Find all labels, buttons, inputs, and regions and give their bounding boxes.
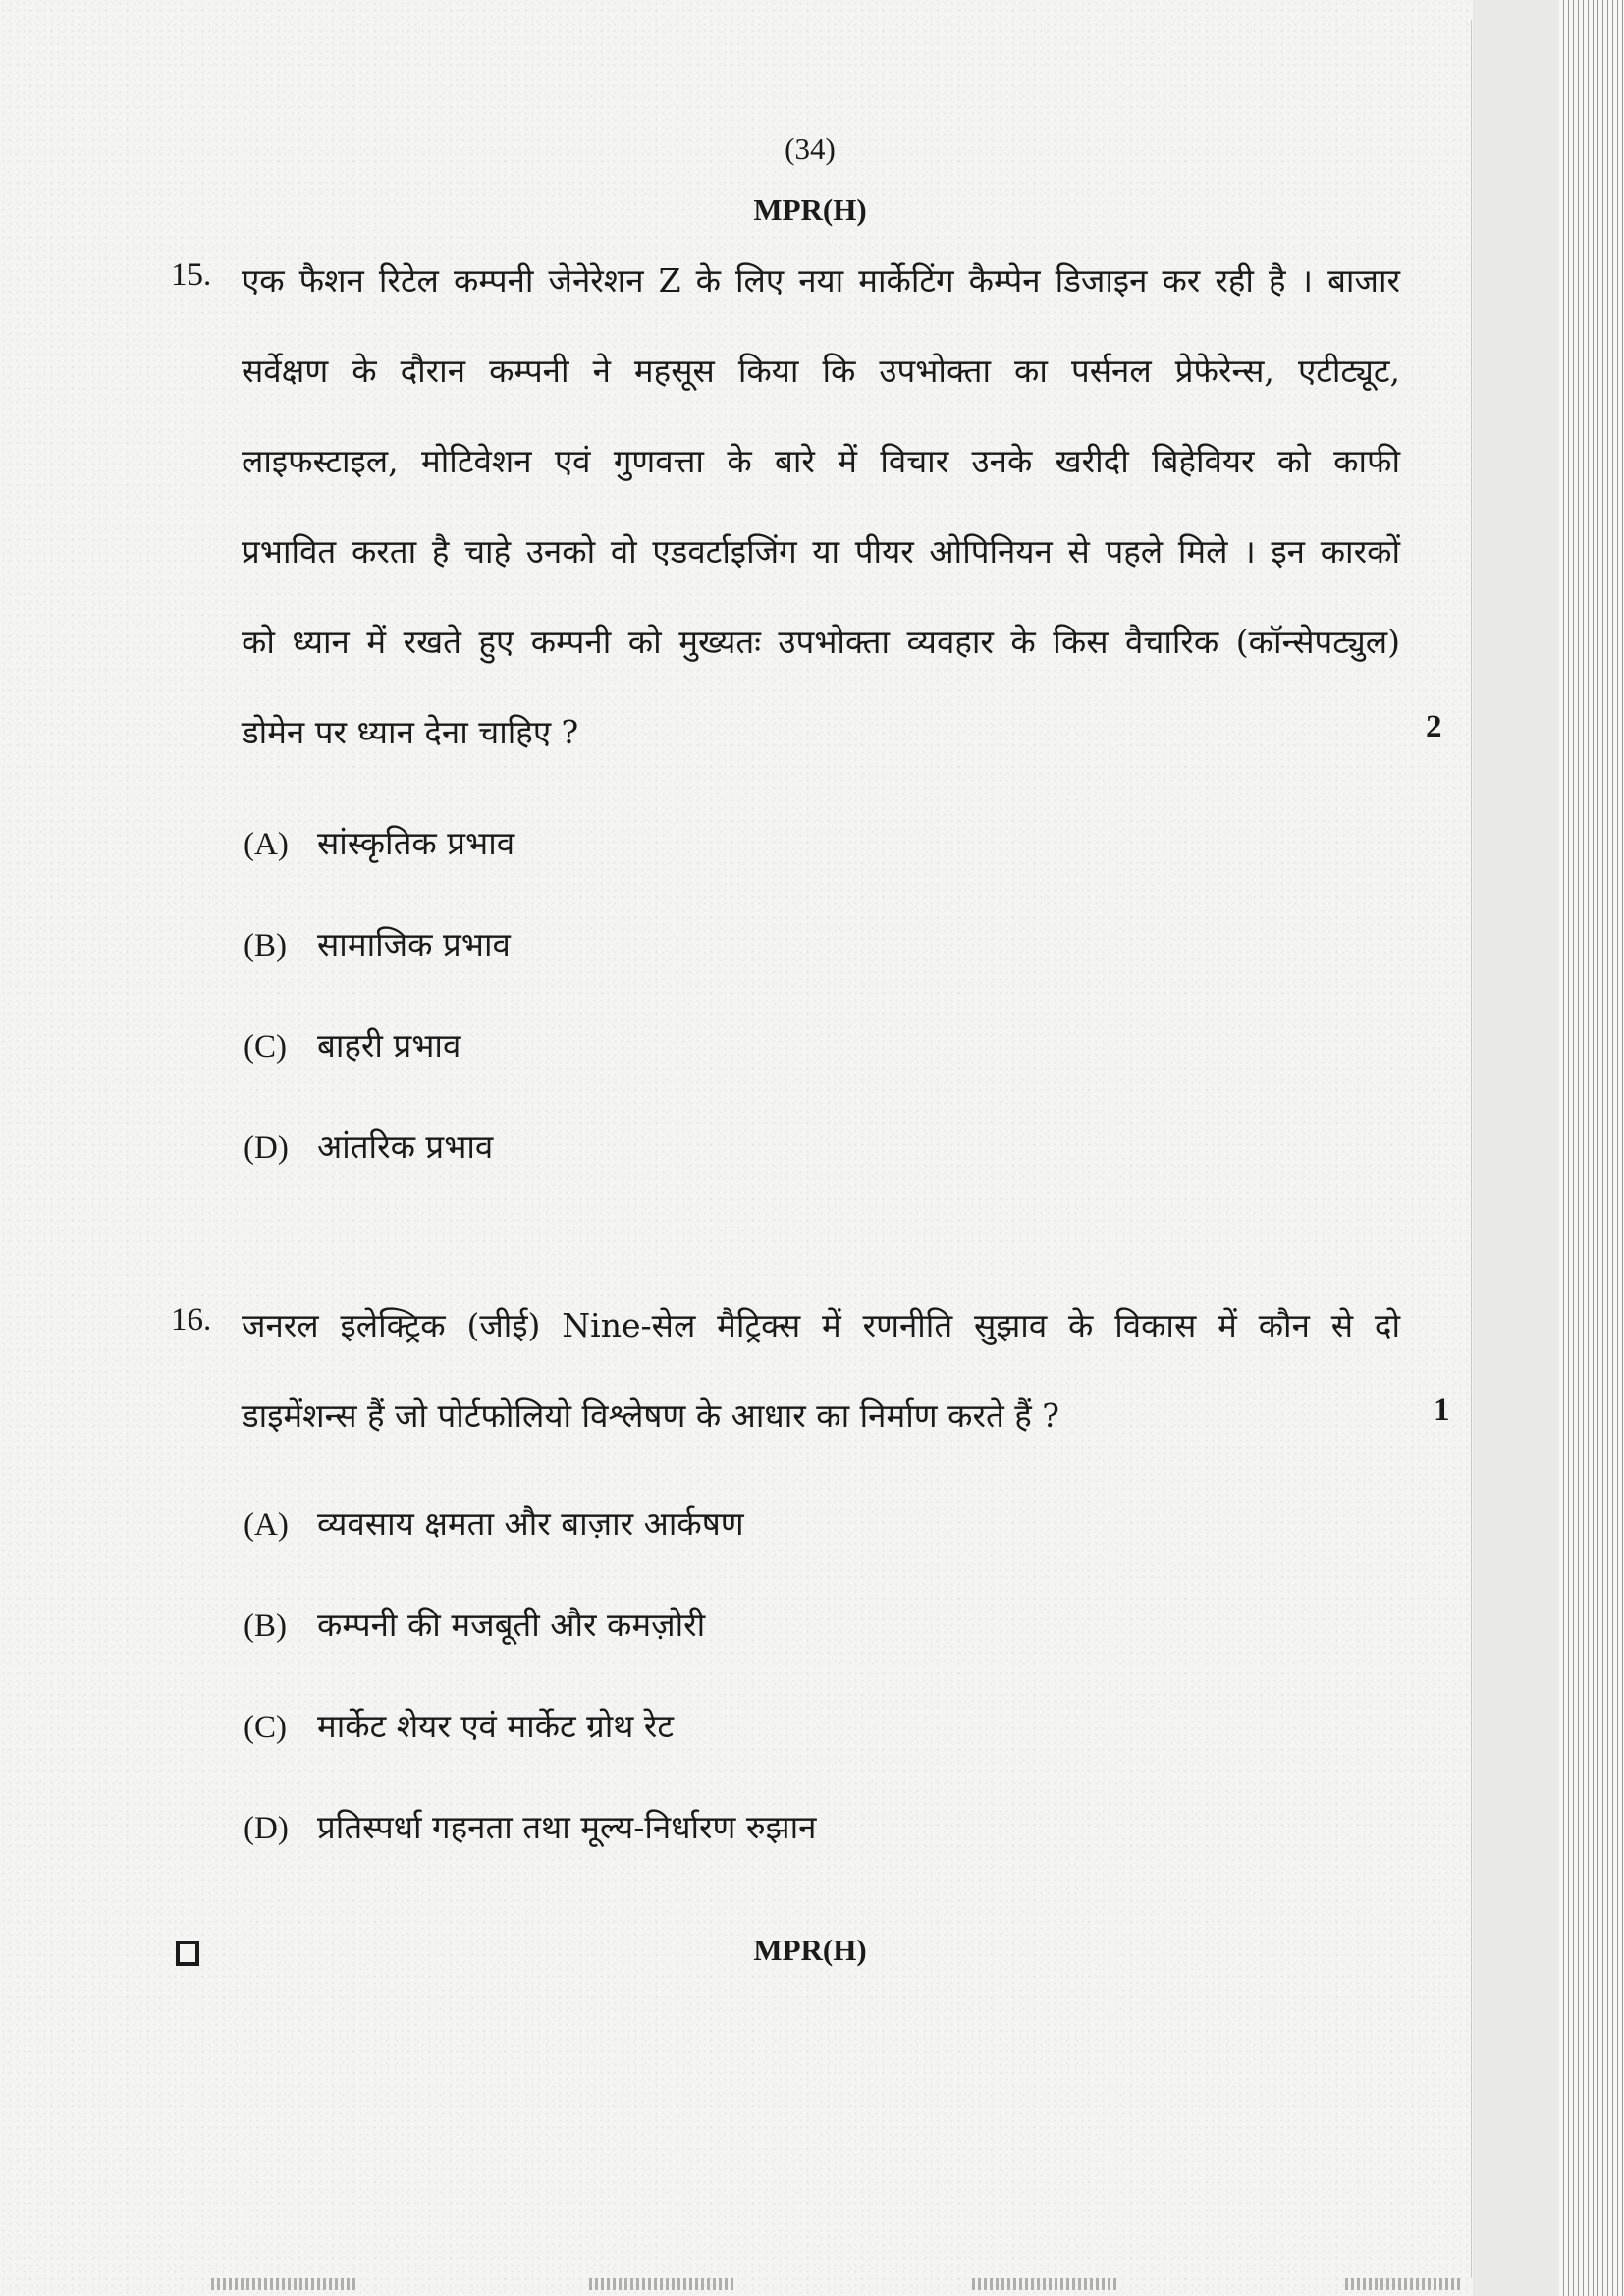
question-number: 16.: [171, 1302, 212, 1338]
question-text-line: प्रभावित करता है चाहे उनको वो एडवर्टाइजिंग या पीयर ओपिनियन से पहले मिले । इन कारकों: [242, 532, 1400, 571]
option-text: व्यवसाय क्षमता और बाज़ार आर्कषण: [317, 1504, 744, 1543]
question-text-line: एक फैशन रिटेल कम्पनी जेनेरेशन Z के लिए नया मार्केटिंग कैम्पेन डिजाइन कर रही है । बाजार: [242, 261, 1400, 300]
option-b: [244, 921, 511, 965]
option-a: [244, 1501, 744, 1545]
option-d: [244, 1123, 493, 1168]
option-c: [244, 1022, 460, 1066]
option-text: मार्केट शेयर एवं मार्केट ग्रोथ रेट: [317, 1707, 675, 1745]
option-b: [244, 1602, 705, 1646]
question-text-line: को ध्यान में रखते हुए कम्पनी को मुख्यतः उपभोक्ता व्यवहार के किस वैचारिक (कॉन्सेपट्युल): [242, 623, 1400, 661]
scan-artifact: [1345, 2278, 1463, 2290]
option-label: (D): [244, 1811, 289, 1846]
question-text-line: डोमेन पर ध्यान देना चाहिए ?: [242, 713, 579, 751]
option-text: बाहरी प्रभाव: [317, 1026, 461, 1065]
option-text: सामाजिक प्रभाव: [317, 925, 511, 963]
scan-artifact: [972, 2278, 1119, 2290]
option-text: प्रतिस्पर्धा गहनता तथा मूल्य-निर्धारण रुझान: [317, 1808, 817, 1846]
option-label: (A): [244, 1507, 289, 1543]
option-text: कम्पनी की मजबूती और कमज़ोरी: [317, 1606, 706, 1644]
page-number: (34): [785, 132, 836, 166]
option-c: [244, 1703, 674, 1747]
option-label: (B): [244, 928, 287, 963]
option-text: सांस्कृतिक प्रभाव: [317, 824, 515, 862]
option-d: [244, 1804, 816, 1848]
option-label: (C): [244, 1029, 287, 1065]
option-label: (C): [244, 1710, 287, 1745]
question-text-line: लाइफस्टाइल, मोटिवेशन एवं गुणवत्ता के बारे में विचार उनके खरीदी बिहेवियर को काफी: [242, 442, 1400, 480]
question-marks: 1: [1434, 1393, 1450, 1428]
option-text: आंतरिक प्रभाव: [317, 1127, 494, 1166]
option-label: (B): [244, 1609, 287, 1644]
option-a: [244, 820, 514, 864]
question-marks: 2: [1426, 709, 1442, 744]
question-text-line: जनरल इलेक्ट्रिक (जीई) Nine-सेल मैट्रिक्स में रणनीति सुझाव के विकास में कौन से दो: [242, 1306, 1400, 1344]
option-label: (A): [244, 827, 289, 862]
question-number: 15.: [171, 257, 212, 293]
question-text-line: डाइमेंशन्स हैं जो पोर्टफोलियो विश्लेषण के आधार का निर्माण करते हैं ?: [242, 1396, 1059, 1435]
paper-code-footer: MPR(H): [753, 1933, 867, 1967]
paper-code-header: MPR(H): [753, 192, 867, 227]
scan-artifact: [211, 2278, 358, 2290]
scan-artifact: [589, 2278, 736, 2290]
question-text-line: सर्वेक्षण के दौरान कम्पनी ने महसूस किया कि उपभोक्ता का पर्सनल प्रेफेरेन्स, एटीट्यूट,: [242, 352, 1400, 390]
option-label: (D): [244, 1130, 289, 1166]
